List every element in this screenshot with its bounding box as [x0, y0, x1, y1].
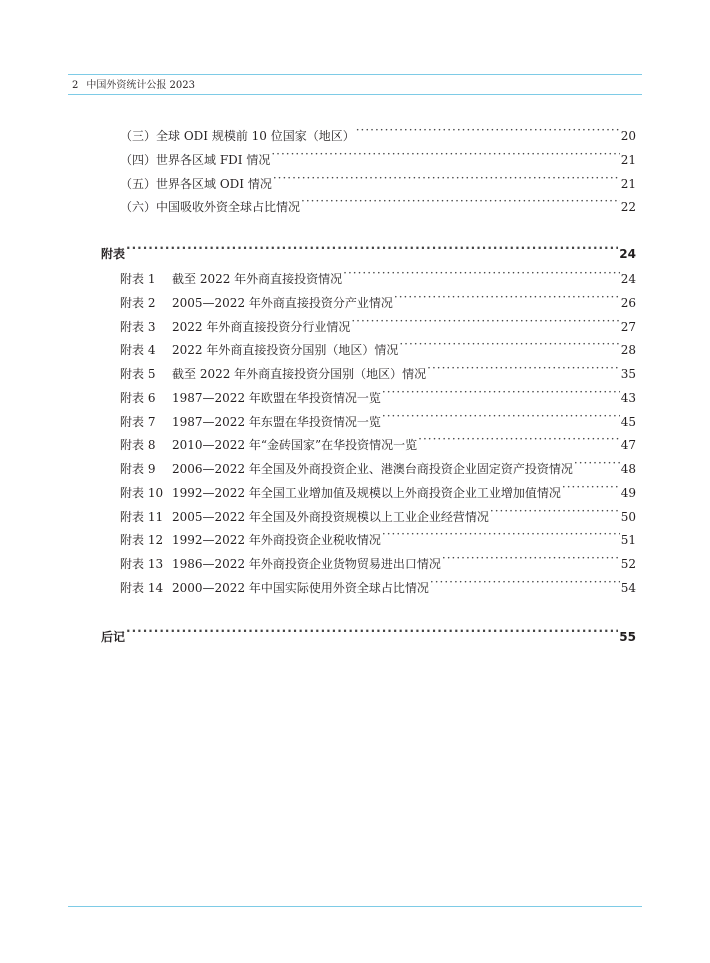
appendix-table-code: 附表 6: [120, 391, 156, 405]
dot-leader: [301, 191, 620, 211]
appendix-table-title: 2022 年外商直接投资分国别（地区）情况: [172, 343, 399, 357]
appendix-table-code: 附表 2: [120, 296, 156, 310]
toc-entry-label: （三）全球 ODI 规模前 10 位国家（地区）: [120, 129, 355, 143]
appendix-table-code: 附表 7: [120, 415, 156, 429]
appendix-table-page: 28: [620, 343, 636, 357]
appendix-table-page: 27: [620, 320, 636, 334]
toc-entry-page: 22: [620, 200, 636, 214]
appendix-table-code: 附表 11: [120, 510, 164, 524]
dot-leader: [394, 287, 620, 307]
appendix-table-title: 1987—2022 年欧盟在华投资情况一览: [172, 391, 381, 405]
appendix-table-page: 50: [620, 510, 636, 524]
appendix-table-title: 1987—2022 年东盟在华投资情况一览: [172, 415, 381, 429]
toc-entry[interactable]: [120, 168, 636, 191]
dot-leader: [418, 429, 620, 449]
appendix-table-page: 26: [620, 296, 636, 310]
appendix-table-code: 附表 12: [120, 533, 164, 547]
header-title: 中国外资统计公报 2023: [86, 80, 196, 91]
dot-leader: [126, 238, 618, 258]
toc-entry-page: 20: [620, 129, 636, 143]
toc-entry-page: 21: [620, 153, 636, 167]
dot-leader: [399, 334, 619, 354]
toc-entry-label: （六）中国吸收外资全球占比情况: [120, 200, 301, 214]
toc-section-page: 55: [619, 630, 636, 644]
appendix-table-title: 1986—2022 年外商投资企业货物贸易进出口情况: [172, 557, 441, 571]
dot-leader: [562, 477, 620, 497]
dot-leader: [271, 144, 619, 164]
appendix-table-page: 49: [620, 486, 636, 500]
appendix-table-code: 附表 5: [120, 367, 156, 381]
appendix-table-code: 附表 13: [120, 557, 164, 571]
header-rule-top: [68, 74, 642, 75]
dot-leader: [126, 621, 618, 641]
header-rule-bottom: [68, 94, 642, 95]
appendix-table-entry[interactable]: [120, 406, 636, 429]
header-page-number: 2: [72, 80, 79, 91]
appendix-table-title: 截至 2022 年外商直接投资分国别（地区）情况: [172, 367, 427, 381]
appendix-table-title: 2022 年外商直接投资分行业情况: [172, 320, 351, 334]
toc-section-label: 后记: [101, 630, 126, 644]
appendix-table-page: 47: [620, 438, 636, 452]
appendix-table-page: 48: [620, 462, 636, 476]
toc-section-page: 24: [619, 247, 636, 261]
appendix-table-title: 1992—2022 年外商投资企业税收情况: [172, 533, 381, 547]
appendix-table-title: 2006—2022 年全国及外商投资企业、港澳台商投资企业固定资产投资情况: [172, 462, 573, 476]
footer-rule: [68, 906, 642, 907]
appendix-table-title: 2005—2022 年全国及外商投资规模以上工业企业经营情况: [172, 510, 489, 524]
appendix-table-entry[interactable]: [120, 287, 636, 310]
dot-leader: [273, 168, 620, 188]
appendix-table-title: 1992—2022 年全国工业增加值及规模以上外商投资企业工业增加值情况: [172, 486, 561, 500]
appendix-table-entry[interactable]: [120, 477, 636, 500]
toc-entry[interactable]: [120, 120, 636, 143]
appendix-table-page: 45: [620, 415, 636, 429]
appendix-table-entry[interactable]: [120, 334, 636, 357]
appendix-table-entry[interactable]: [120, 572, 636, 595]
appendix-table-entry[interactable]: [120, 263, 636, 286]
running-head: [72, 79, 195, 92]
appendix-table-page: 43: [620, 391, 636, 405]
dot-leader: [343, 263, 620, 283]
toc-entry[interactable]: [120, 144, 636, 167]
dot-leader: [356, 120, 620, 140]
appendix-table-code: 附表 14: [120, 581, 164, 595]
toc-entry-label: （五）世界各区域 ODI 情况: [120, 177, 272, 191]
toc-entry-label: （四）世界各区域 FDI 情况: [120, 153, 271, 167]
toc-section-label: 附表: [101, 247, 126, 261]
appendix-table-code: 附表 3: [120, 320, 156, 334]
toc-entry-page: 21: [620, 177, 636, 191]
appendix-table-entry[interactable]: [120, 429, 636, 452]
appendix-table-title: 2010—2022 年“金砖国家”在华投资情况一览: [172, 438, 418, 452]
appendix-table-entry[interactable]: [120, 524, 636, 547]
dot-leader: [442, 548, 620, 568]
appendix-table-page: 54: [620, 581, 636, 595]
appendix-table-entry[interactable]: [120, 382, 636, 405]
appendix-table-title: 2005—2022 年外商直接投资分产业情况: [172, 296, 393, 310]
appendix-table-code: 附表 1: [120, 272, 156, 286]
appendix-table-code: 附表 4: [120, 343, 156, 357]
dot-leader: [427, 358, 620, 378]
appendix-table-page: 51: [620, 533, 636, 547]
appendix-table-code: 附表 10: [120, 486, 164, 500]
appendix-table-code: 附表 9: [120, 462, 156, 476]
dot-leader: [382, 524, 620, 544]
dot-leader: [351, 311, 619, 331]
appendix-table-entry[interactable]: [120, 501, 636, 524]
toc-section-appendix[interactable]: [101, 238, 636, 261]
appendix-table-entry[interactable]: [120, 311, 636, 334]
dot-leader: [430, 572, 620, 592]
dot-leader: [490, 501, 620, 521]
dot-leader: [382, 382, 620, 402]
appendix-table-title: 截至 2022 年外商直接投资情况: [172, 272, 343, 286]
dot-leader: [382, 406, 620, 426]
appendix-table-page: 35: [620, 367, 636, 381]
toc-entry[interactable]: [120, 191, 636, 214]
appendix-table-page: 52: [620, 557, 636, 571]
appendix-table-page: 24: [620, 272, 636, 286]
appendix-table-title: 2000—2022 年中国实际使用外资全球占比情况: [172, 581, 429, 595]
appendix-table-entry[interactable]: [120, 453, 636, 476]
toc-section-afterword[interactable]: [101, 621, 636, 644]
dot-leader: [574, 453, 620, 473]
appendix-table-entry[interactable]: [120, 548, 636, 571]
appendix-table-entry[interactable]: [120, 358, 636, 381]
appendix-table-code: 附表 8: [120, 438, 156, 452]
